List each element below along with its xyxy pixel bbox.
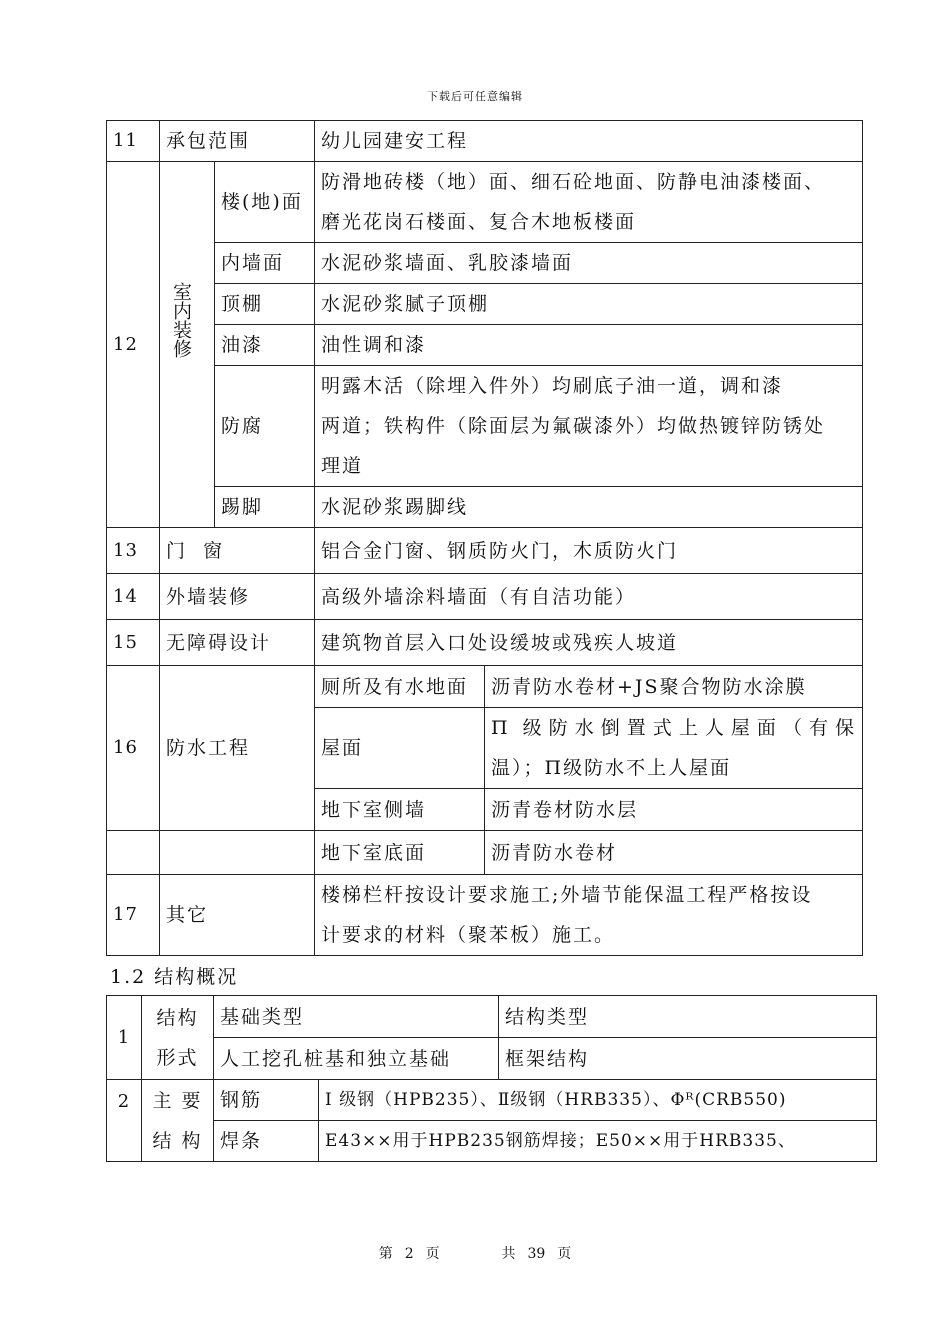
sub-label: 防腐	[215, 366, 315, 487]
cell-value: E43××用于HPB235钢筋焊接；E50××用于HRB335、	[319, 1121, 877, 1162]
table-row	[107, 1080, 877, 1121]
row-label	[142, 996, 214, 1080]
row-number: 17	[107, 875, 160, 956]
page-number: 2	[404, 1246, 414, 1262]
sub-content: 沥青防水卷材	[485, 831, 863, 875]
sub-content: 水泥砂浆踢脚线	[315, 487, 863, 528]
total-prefix: 共	[501, 1246, 516, 1262]
row-label	[142, 1080, 214, 1162]
row-number: 12	[107, 162, 160, 528]
content-line: 明露木活（除埋入件外）均刷底子油一道，调和漆	[321, 375, 784, 397]
row-number: 13	[107, 528, 160, 574]
sub-content: 沥青防水卷材+JS聚合物防水涂膜	[485, 666, 863, 708]
table-row	[107, 325, 863, 366]
row-label: 外墙装修	[160, 574, 315, 620]
content-line: 磨光花岗石楼面、复合木地板楼面	[321, 211, 637, 233]
sub-label: 焊条	[214, 1121, 319, 1162]
row-number: 16	[107, 666, 160, 831]
sub-label: 屋面	[315, 708, 485, 789]
label-line: 结构	[156, 1006, 199, 1029]
group-label	[160, 162, 215, 528]
structure-overview-table	[106, 995, 877, 1162]
row-label: 其它	[160, 875, 315, 956]
content-line: 温）；Π级防水不上人屋面	[491, 757, 732, 779]
row-content	[315, 875, 863, 956]
row-number: 11	[107, 121, 160, 162]
content-line: Π 级防水倒置式上人屋面（有保	[491, 717, 857, 739]
page-suffix: 页	[425, 1246, 440, 1262]
row-label: 无障碍设计	[160, 620, 315, 666]
row-number: 14	[107, 574, 160, 620]
total-suffix: 页	[557, 1246, 572, 1262]
sub-label: 地下室底面	[315, 831, 485, 875]
label-line: 形式	[156, 1046, 199, 1069]
table-row	[107, 875, 863, 956]
row-content: 建筑物首层入口处设缓坡或残疾人坡道	[315, 620, 863, 666]
table-row	[107, 243, 863, 284]
label-line: 主 要	[152, 1089, 203, 1112]
content-line: 防滑地砖楼（地）面、细石砼地面、防静电油漆楼面、	[321, 171, 826, 193]
sub-label: 油漆	[215, 325, 315, 366]
table-row	[107, 996, 877, 1038]
table-row	[107, 666, 863, 708]
row-label: 承包范围	[160, 121, 315, 162]
row-content: 铝合金门窗、钢质防火门，木质防火门	[315, 528, 863, 574]
column-header: 基础类型	[214, 996, 499, 1038]
group-label-text: 室内装修	[170, 282, 192, 358]
cell-value: 框架结构	[499, 1038, 877, 1080]
row-content: 幼儿园建安工程	[315, 121, 863, 162]
sub-content: 水泥砂浆墙面、乳胶漆墙面	[315, 243, 863, 284]
row-label: 门 窗	[160, 528, 315, 574]
sub-content	[315, 162, 863, 243]
table-row	[107, 620, 863, 666]
sub-label: 楼(地)面	[215, 162, 315, 243]
sub-label: 钢筋	[214, 1080, 319, 1121]
sub-label: 踢脚	[215, 487, 315, 528]
table-row	[107, 1038, 877, 1080]
cell-value: 人工挖孔桩基和独立基础	[214, 1038, 499, 1080]
sub-content	[485, 708, 863, 789]
sub-content: 油性调和漆	[315, 325, 863, 366]
sub-content: 水泥砂浆腻子顶棚	[315, 284, 863, 325]
table-row	[107, 831, 863, 875]
section-title: 1.2 结构概况	[110, 966, 239, 988]
content-line: 楼梯栏杆按设计要求施工;外墙节能保温工程严格按设	[321, 884, 813, 906]
page-footer	[0, 1243, 950, 1263]
sub-label: 内墙面	[215, 243, 315, 284]
table-row	[107, 574, 863, 620]
table-row	[107, 487, 863, 528]
sub-label: 地下室侧墙	[315, 789, 485, 831]
content-line: 理道	[321, 455, 364, 477]
label-line: 结 构	[152, 1129, 203, 1152]
cell-value: Ⅰ 级钢（HPB235）、Ⅱ级钢（HRB335）、Φᴿ(CRB550)	[319, 1080, 877, 1121]
row-number: 2	[107, 1080, 142, 1162]
sub-label: 顶棚	[215, 284, 315, 325]
table-row	[107, 1121, 877, 1162]
row-number: 15	[107, 620, 160, 666]
sub-content	[315, 366, 863, 487]
content-line: 两道；铁构件（除面层为氟碳漆外）均做热镀锌防锈处	[321, 415, 826, 437]
table-row	[107, 284, 863, 325]
row-number: 1	[107, 996, 142, 1080]
table-row	[107, 366, 863, 487]
total-pages: 39	[527, 1246, 546, 1262]
content-line: 计要求的材料（聚苯板）施工。	[321, 924, 616, 946]
table-row	[107, 528, 863, 574]
empty-cell	[107, 831, 160, 875]
sub-content: 沥青卷材防水层	[485, 789, 863, 831]
column-header: 结构类型	[499, 996, 877, 1038]
table-row	[107, 121, 863, 162]
sub-label: 厕所及有水地面	[315, 666, 485, 708]
table-row	[107, 162, 863, 243]
page-prefix: 第	[378, 1246, 393, 1262]
empty-cell	[160, 831, 315, 875]
building-overview-table	[106, 120, 863, 956]
row-label: 防水工程	[160, 666, 315, 831]
page-header: 下载后可任意编辑	[427, 90, 523, 103]
row-content: 高级外墙涂料墙面（有自洁功能）	[315, 574, 863, 620]
